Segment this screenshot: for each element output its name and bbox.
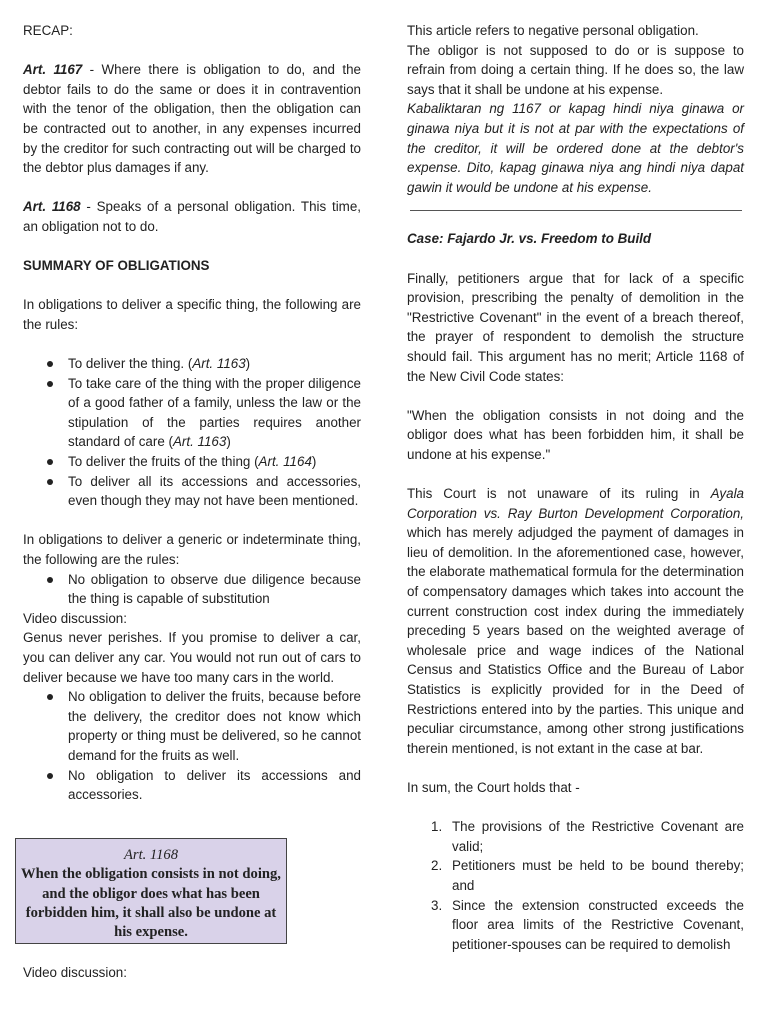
recap-heading: RECAP:: [23, 23, 73, 38]
video-discussion-label: Video discussion:: [23, 610, 127, 626]
list-item: No obligation to deliver the fruits, because before the delivery, the creditor does not know which property or thing must be delivered, so he cannot demand for the fruits as well.: [23, 687, 361, 765]
list-item: 1. The provisions of the Restrictive Covenant are valid;: [431, 819, 744, 854]
generic-intro: In obligations to deliver a generic or indeterminate thing, the following are the rules:: [23, 532, 361, 568]
list-item: 2. Petitioners must be held to be bound thereby; and: [431, 858, 744, 893]
negative-obligation-line: This article refers to negative personal obligation.: [407, 23, 699, 38]
art-1168-ref: Art. 1168: [23, 199, 81, 215]
tagalog-paragraph: Kabaliktaran ng 1167 or kapag hindi niya ginawa or ginawa niya but it is not at par with the expectations of the creditor, it will be ordered done at the debtor's expense. Dito, kapag ginawa niya ang hindi niya dapat gawin it would be undone at his expense.: [407, 101, 744, 195]
generic-rules-list: [23, 570, 361, 609]
art-1167-paragraph: [23, 60, 361, 178]
divider: [410, 210, 742, 211]
art-1167-text: - Where there is obligation to do, and the debtor fails to do the same or does it in contravention with the tenor of the obligation, then the obligation can be contracted out to another, in any expenses incurred by the creditor for such contracting out will be charged to the debtor plus damages if any.: [23, 62, 361, 176]
list-item: To deliver the thing. (Art. 1163): [23, 354, 361, 374]
bottom-video-discussion-label: Video discussion:: [23, 965, 127, 980]
art-1167-ref: Art. 1167: [23, 62, 83, 78]
specific-intro: In obligations to deliver a specific thing, the following are the rules:: [23, 297, 361, 332]
obligor-paragraph: The obligor is not supposed to do or is suppose to refrain from doing a certain thing. If he does so, the law says that it shall be undone at his expense.: [407, 42, 744, 97]
callout-text: When the obligation consists in not doing, and the obligor does what has been forbidden him, it shall also be undone at his expense.: [21, 866, 281, 941]
list-item: No obligation to observe due diligence because the thing is capable of substitution: [23, 570, 361, 609]
case-paragraph-1: Finally, petitioners argue that for lack of a specific provision, prescribing the penalty of demolition in the "Restrictive Covenant" in the event of a breach thereof, the prayer of respondent to demolish the structure should fail. This argument has no merit; Article 1168 of the New Civil Code states:: [407, 270, 744, 384]
summary-heading: SUMMARY OF OBLIGATIONS: [23, 258, 210, 274]
art-1168-callout-box: [15, 838, 287, 944]
holdings-list: [407, 817, 744, 954]
case-title: Case: Fajardo Jr. vs. Freedom to Build: [407, 231, 652, 247]
callout-title: Art. 1168: [123, 847, 179, 863]
generic-rules-more-list: [23, 687, 361, 805]
list-item: To deliver all its accessions and accessories, even though they may not have been mentioned.: [23, 472, 361, 511]
art-1168-paragraph: [23, 197, 361, 236]
in-sum-line: In sum, the Court holds that -: [407, 779, 580, 795]
specific-rules-list: [23, 354, 361, 511]
list-item: No obligation to deliver its accessions and accessories.: [23, 766, 361, 805]
cited-case: Ayala Corporation vs. Ray Burton Development Corporation,: [407, 486, 744, 521]
list-item: 3. Since the extension constructed exceeds the floor area limits of the Restrictive Covenant, petitioner-spouses can be required to demolish: [431, 897, 744, 952]
left-column: [23, 21, 361, 805]
quoted-article: "When the obligation consists in not doing and the obligor does what has been forbidden him, it shall be undone at his expense.": [407, 407, 744, 462]
list-item: To deliver the fruits of the thing (Art. 1164): [23, 452, 361, 472]
right-column: [407, 21, 744, 954]
case-paragraph-3: This Court is not unaware of its ruling in Ayala Corporation vs. Ray Burton Development Corporation, which has merely adjudged the payment of damages in lieu of demolition. In the aforementioned case, however, the elaborate mathematical formula for the determination of compensatory damages which takes into account the current construction cost index during the immediately preceding 5 years based on the weighted average of wholesale price and wage indices of the National Census and Statistics Office and the Bureau of Labor Statistics is explicitly provided for in the Deed of Restrictions entered into by the parties. This unique and peculiar circumstance, among other strong justifications therein mentioned, is not extant in the case at bar.: [407, 486, 744, 756]
art-1168-text: - Speaks of a personal obligation. This time, an obligation not to do.: [23, 199, 361, 234]
list-item: To take care of the thing with the proper diligence of a good father of a family, unless the law or the stipulation of the parties requires another standard of care (Art. 1163): [23, 374, 361, 452]
genus-paragraph: Genus never perishes. If you promise to deliver a car, you can deliver any car. You would not run out of cars to deliver because we have too many cars in the world.: [23, 630, 361, 685]
